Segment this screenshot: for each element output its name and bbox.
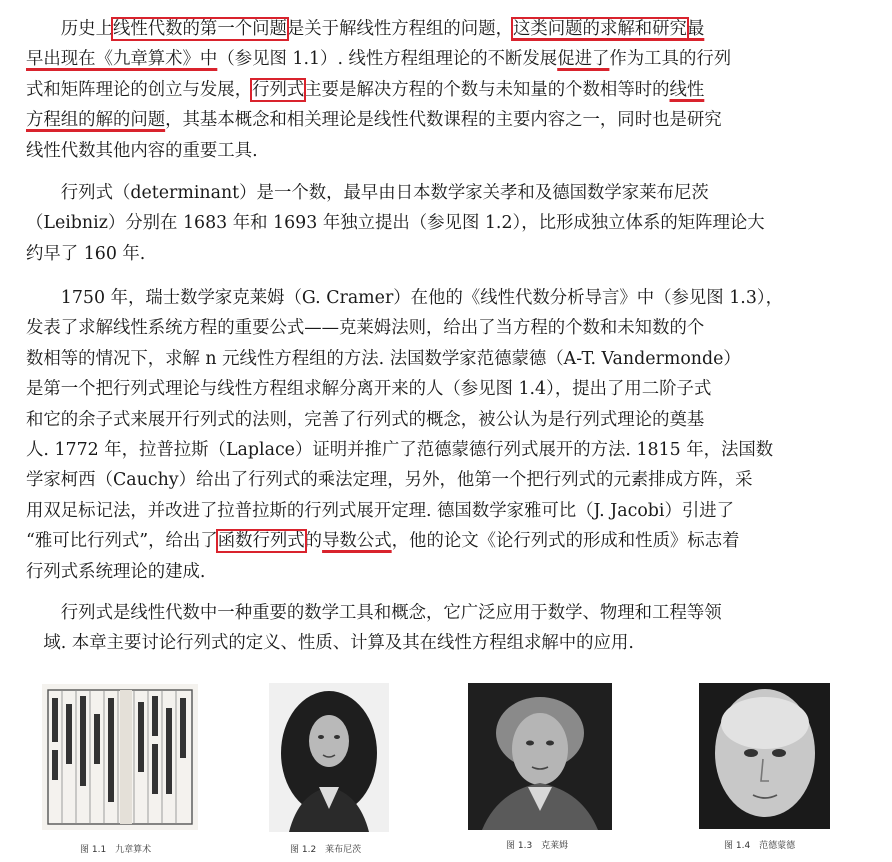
boxed-phrase: 线性代数的第一个问题: [112, 19, 287, 39]
text-line: [26, 44, 856, 74]
book-page-image: [42, 684, 198, 830]
text-run: 历史上: [26, 19, 113, 39]
text-line: （Leibniz）分别在 1683 年和 1693 年独立提出（参见图 1.2），比形成独立体系的矩阵理论大: [26, 213, 765, 234]
text-run: ，其基本概念和相关理论是线性代数课程的主要内容之一，同时也是研究: [165, 110, 722, 131]
text-run: 作为工具的行列: [609, 49, 732, 70]
figure-caption: 图 1.2 莱布尼茨: [290, 845, 362, 855]
paragraph-chapter-summary: [26, 598, 856, 659]
text-line: [26, 14, 856, 44]
text-line: 约早了 160 年.: [26, 243, 146, 264]
text-run: 的: [304, 531, 323, 552]
text-line: 1750 年，瑞士数学家克莱姆（G. Cramer）在他的《线性代数分析导言》中（参见图 1.3），: [26, 288, 783, 308]
underlined-phrase: 早出现在《九章算术》中: [26, 49, 218, 70]
boxed-phrase: 函数行列式: [217, 531, 305, 552]
text-line: [26, 75, 856, 105]
text-line: 和它的余子式来展开行列式的法则，完善了行列式的概念，被公认为是行列式理论的奠基: [26, 409, 705, 430]
figure-caption: 图 1.3 克莱姆: [506, 841, 569, 851]
boxed-phrase: 这类问题的求解和研究: [512, 19, 687, 39]
text-run: “雅可比行列式”，给出了: [26, 531, 218, 552]
text-run: ，他的论文《论行列式的形成和性质》标志着: [391, 531, 740, 552]
text-run: （参见图 1.1）. 线性方程组理论的不断发展: [217, 49, 558, 70]
underlined-phrase: 导数公式: [322, 531, 392, 552]
text-line: [26, 105, 856, 135]
figure-caption: 图 1.1 九章算术: [80, 845, 152, 855]
paragraph-history: [26, 283, 856, 587]
portrait-image: [269, 683, 389, 832]
text-line: 是第一个把行列式理论与线性方程组求解分离开来的人（参见图 1.4），提出了用二阶子式: [26, 379, 712, 400]
paragraph-intro: [26, 14, 856, 166]
text-line: 人. 1772 年，拉普拉斯（Laplace）证明并推广了范德蒙德行列式展开的方法. 1815 年，法国数: [26, 440, 774, 461]
text-run: 主要是解决方程的个数与未知量的个数相等时的: [304, 79, 670, 100]
boxed-phrase: 行列式: [252, 79, 305, 100]
figure-caption: 图 1.4 范德蒙德: [724, 841, 796, 851]
paragraph-determinant-origin: [26, 178, 856, 269]
underlined-phrase: 最: [686, 19, 705, 39]
text-line: [26, 136, 856, 166]
figure-jiuzhang-book: [42, 684, 198, 830]
underlined-phrase: 促进了: [557, 49, 610, 70]
text-line: 用双足标记法，并改进了拉普拉斯的行列式展开定理. 德国数学家雅可比（J. Jacobi）引进了: [26, 500, 735, 521]
text-run: 是关于解线性方程组的问题，: [286, 19, 513, 39]
figure-vandermonde-portrait: [699, 683, 830, 829]
text-line: 行列式（determinant）是一个数，最早由日本数学家关孝和及德国数学家莱布尼茨: [26, 183, 709, 203]
underlined-phrase: 方程组的解的问题: [26, 110, 166, 131]
figure-cramer-portrait: [468, 683, 612, 830]
portrait-image: [468, 683, 612, 830]
text-line: 域. 本章主要讨论行列式的定义、性质、计算及其在线性方程组求解中的应用.: [26, 633, 634, 654]
text-line: 数相等的情况下，求解 n 元线性方程组的方法. 法国数学家范德蒙德（A-T. Vandermonde）: [26, 348, 741, 369]
underlined-phrase: 线性: [669, 79, 705, 100]
text-line: 发表了求解线性系统方程的重要公式——克莱姆法则，给出了当方程的个数和未知数的个: [26, 318, 705, 339]
text-run: 线性代数其他内容的重要工具.: [26, 140, 258, 161]
text-line: 学家柯西（Cauchy）给出了行列式的乘法定理，另外，他第一个把行列式的元素排成方阵，采: [26, 470, 753, 491]
text-run: 式和矩阵理论的创立与发展，: [26, 79, 253, 100]
text-line: 行列式是线性代数中一种重要的数学工具和概念，它广泛应用于数学、物理和工程等领: [26, 603, 722, 623]
portrait-image: [699, 683, 830, 829]
figure-leibniz-portrait: [269, 683, 389, 832]
text-line: [26, 526, 856, 556]
text-line: 行列式系统理论的建成.: [26, 561, 206, 582]
